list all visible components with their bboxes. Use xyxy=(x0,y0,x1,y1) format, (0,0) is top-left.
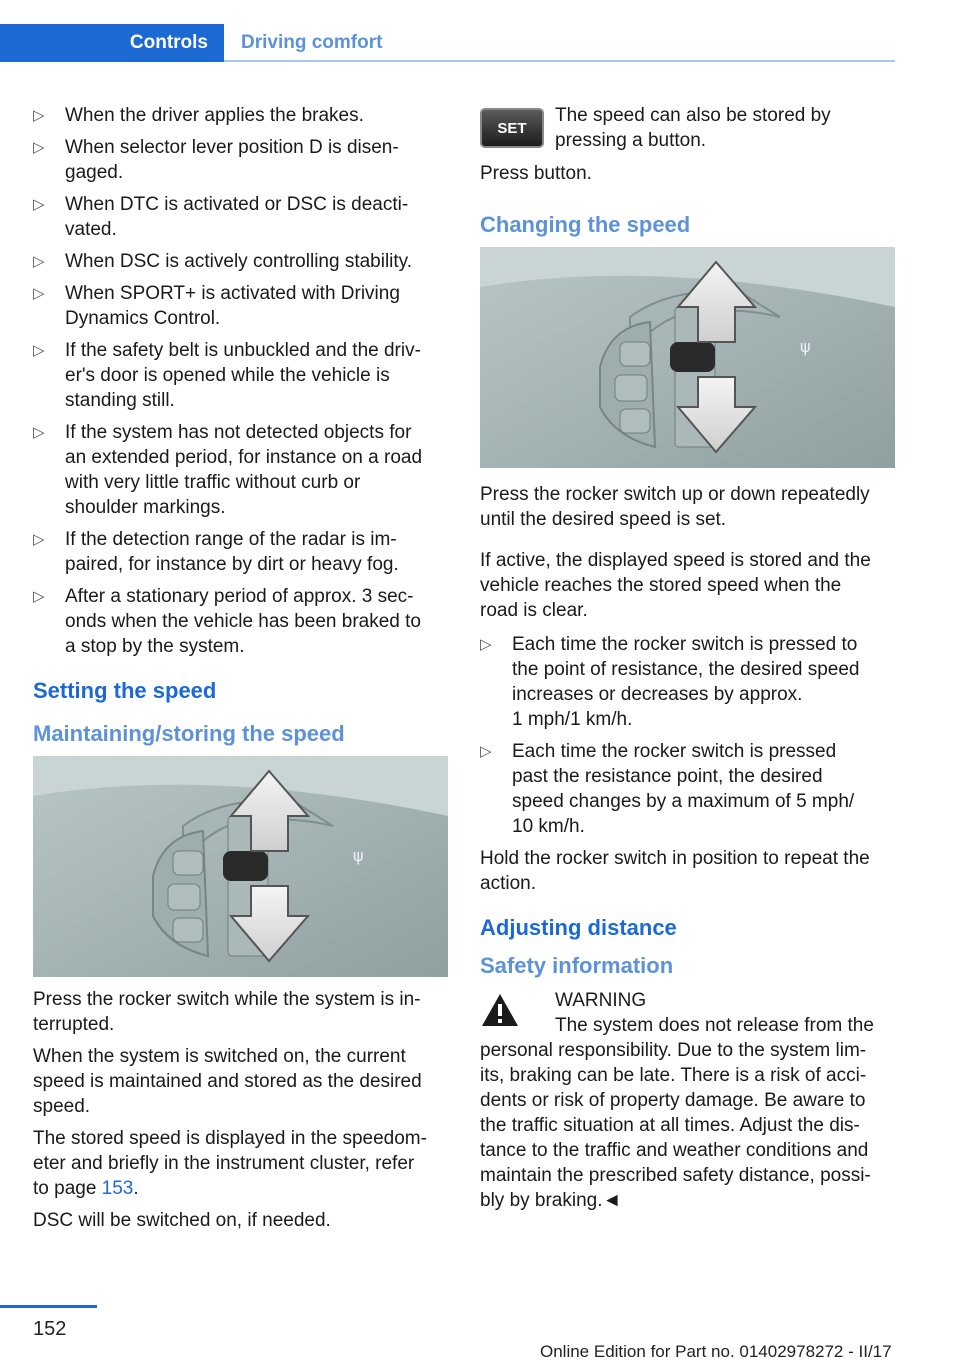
page-reference-link[interactable]: 153 xyxy=(101,1178,134,1199)
list-item: ▷ When SPORT+ is activated with Driving Dynamics Control. xyxy=(33,283,400,329)
list-item: ▷ When DTC is activated or DSC is deacti- vated. xyxy=(33,194,409,240)
list-item: ▷ Each time the rocker switch is pressed to the point of resistance, the desired speed increases or decreases by approx. 1 mph/1 km/h. xyxy=(480,634,860,730)
heading-maintaining-speed: Maintaining/storing the speed xyxy=(33,721,345,746)
set-button-icon: SET xyxy=(480,108,544,148)
bullet-triangle-icon: ▷ xyxy=(33,253,45,270)
page-header xyxy=(0,0,895,62)
svg-text:ψ: ψ xyxy=(800,337,811,356)
edition-footer: Online Edition for Part no. 01402978272 - II/17 xyxy=(540,1342,892,1361)
heading-changing-speed: Changing the speed xyxy=(480,212,691,237)
paragraph: If active, the displayed speed is stored and the vehicle reaches the stored speed when the road is clear. xyxy=(480,550,871,621)
paragraph: Press the rocker switch while the system is in- terrupted. xyxy=(33,989,421,1035)
header-rule xyxy=(224,60,895,62)
paragraph-with-reference: The stored speed is displayed in the speedom- eter and briefly in the instrument cluster, refer to page 153. xyxy=(33,1128,427,1199)
bullet-triangle-icon: ▷ xyxy=(33,424,45,441)
bullet-triangle-icon: ▷ xyxy=(33,285,45,302)
paragraph: When the system is switched on, the current speed is maintained and stored as the desired speed. xyxy=(33,1046,422,1117)
svg-text:ψ: ψ xyxy=(353,846,364,865)
bullet-triangle-icon: ▷ xyxy=(33,139,45,156)
heading-setting-speed: Setting the speed xyxy=(33,678,217,703)
list-item: ▷ When DSC is actively controlling stability. xyxy=(33,251,413,272)
list-item: ▷ If the detection range of the radar is im- paired, for instance by dirt or heavy fog. xyxy=(33,529,399,575)
steering-wheel-rocker-illustration xyxy=(33,756,448,977)
left-column xyxy=(33,103,448,1240)
paragraph: DSC will be switched on, if needed. xyxy=(33,1210,331,1231)
heading-safety-information: Safety information xyxy=(480,953,674,978)
paragraph: Hold the rocker switch in position to repeat the action. xyxy=(480,848,870,894)
warning-block xyxy=(480,988,895,1013)
set-button-description: The speed can also be stored by pressing a button. xyxy=(555,105,831,151)
warning-triangle-icon xyxy=(480,992,520,1028)
steering-wheel-rocker-illustration xyxy=(480,247,895,468)
bullet-triangle-icon: ▷ xyxy=(33,588,45,605)
heading-adjusting-distance: Adjusting distance xyxy=(480,915,677,940)
paragraph: Press button. xyxy=(480,163,592,184)
bullet-triangle-icon: ▷ xyxy=(480,743,492,760)
bullet-triangle-icon: ▷ xyxy=(33,107,45,124)
warning-text: The system does not release from the personal responsibility. Due to the system lim- its, braking can be late. There is a risk of acci- dents or risk of property damage. Be aware to the traffic situation at all times. Adjust the dis- tance to the traffic and weather conditions and maintain the prescribed safety distance, possi- bly by braking.◄ xyxy=(480,1015,874,1211)
set-button-row xyxy=(480,103,895,157)
list-item: ▷ When selector lever position D is disen- gaged. xyxy=(33,137,399,183)
paragraph: Press the rocker switch up or down repeatedly until the desired speed is set. xyxy=(480,484,870,530)
bullet-triangle-icon: ▷ xyxy=(33,196,45,213)
right-column xyxy=(480,103,895,1213)
list-item: ▷ If the safety belt is unbuckled and the driv- er's door is opened while the vehicle is standing still. xyxy=(33,340,421,411)
list-item: ▷ When the driver applies the brakes. xyxy=(33,105,364,126)
warning-title: WARNING xyxy=(555,990,647,1011)
section-tab: Controls xyxy=(0,24,224,62)
bullet-triangle-icon: ▷ xyxy=(33,342,45,359)
list-item: ▷ After a stationary period of approx. 3 sec- onds when the vehicle has been braked to a stop by the system. xyxy=(33,586,421,657)
list-item: ▷ Each time the rocker switch is pressed past the resistance point, the desired speed changes by a maximum of 5 mph/ 10 km/h. xyxy=(480,741,855,837)
bullet-triangle-icon: ▷ xyxy=(480,636,492,653)
page-number: 152 xyxy=(33,1318,67,1340)
subsection-tab: Driving comfort xyxy=(241,32,383,53)
bullet-triangle-icon: ▷ xyxy=(33,531,45,548)
left-bullet-list xyxy=(33,103,448,659)
list-item: ▷ If the system has not detected objects for an extended period, for instance on a road with very little traffic without curb or shoulder markings. xyxy=(33,422,423,518)
footer-rule xyxy=(0,1305,97,1308)
